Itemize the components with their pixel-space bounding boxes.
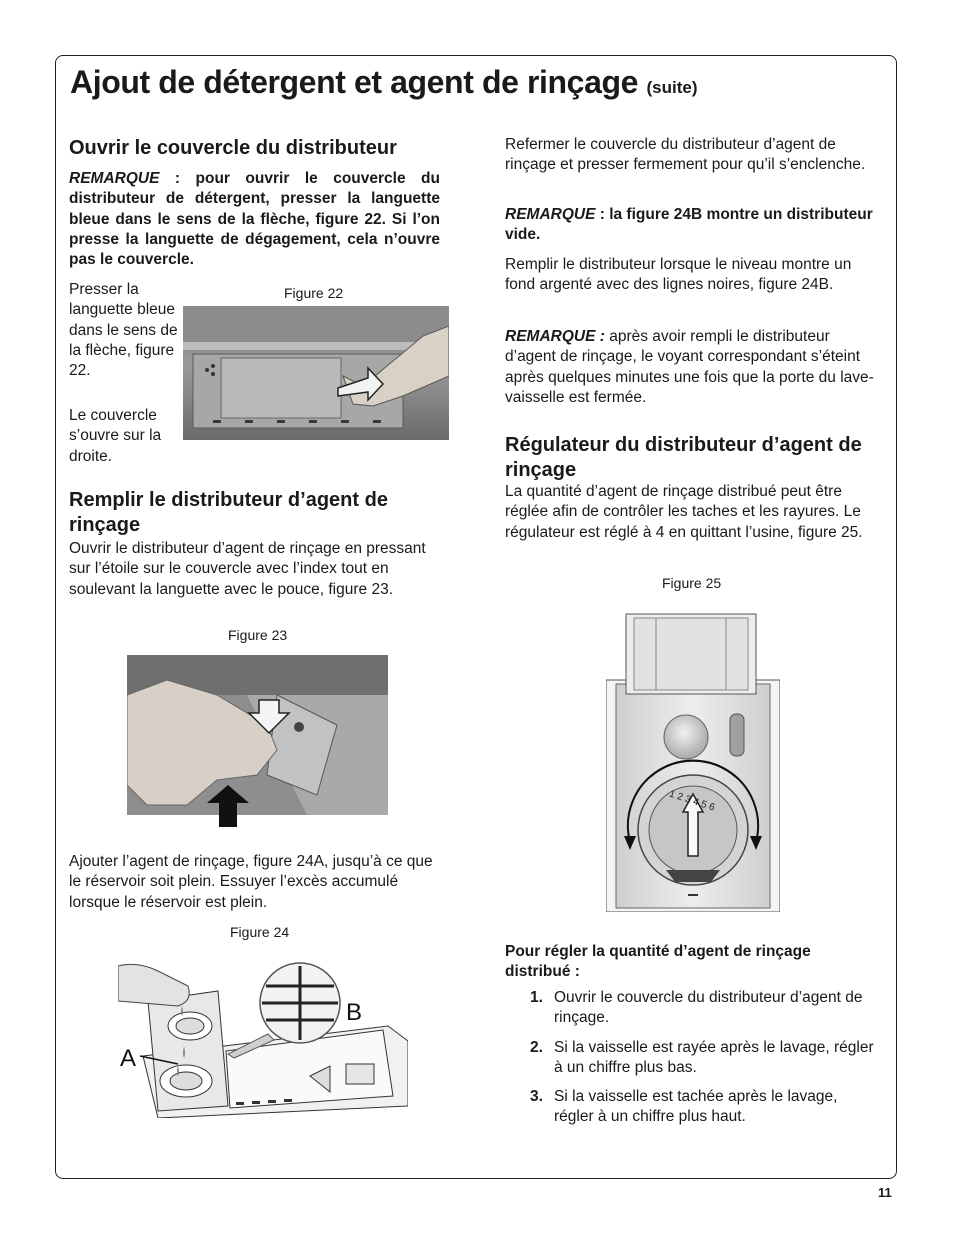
- press-instruction: Presser la languette bleue dans le sens de la flèche, figure 22.: [69, 281, 178, 380]
- note-open-lid: [69, 169, 440, 270]
- figure-24-label-a: A: [120, 1045, 137, 1072]
- figure-24-illustration: [118, 946, 408, 1118]
- regulator-heading: Régulateur du distributeur d’agent de rinçage: [505, 434, 862, 481]
- page-number: 11: [878, 1185, 892, 1200]
- note-text: après avoir rempli le distributeur d’agent de rinçage, le voyant correspondant s’éteint après quelques minutes une fois que la porte du lave-vaisselle est fermée.: [505, 328, 874, 406]
- note-label: REMARQUE: [69, 170, 160, 187]
- add-rinse-aid-text: Ajouter l’agent de rinçage, figure 24A, jusqu’à ce que le réservoir soit plein. Essuyer l’excès accumulé lorsque le réservoir est plein.: [69, 853, 433, 911]
- list-item: [530, 1038, 880, 1079]
- title-text: Ajout de détergent et agent de rinçage: [70, 64, 639, 100]
- adjust-steps-list: [530, 988, 880, 1137]
- lid-opens-text: Le couvercle s’ouvre sur la droite.: [69, 407, 162, 465]
- dial-numbers: 1 2 3 4 5 6: [667, 788, 717, 814]
- figure-24-caption: Figure 24: [230, 924, 290, 940]
- list-item: [530, 1087, 880, 1128]
- adjust-heading: Pour régler la quantité d’agent de rinçage distribué :: [505, 943, 811, 981]
- close-lid-text: Refermer le couvercle du distributeur d’agent de rinçage et presser fermement pour qu’il s’enclenche.: [505, 136, 866, 174]
- note-text: : la figure 24B montre un distributeur vide.: [505, 206, 873, 244]
- step-number: 2.: [530, 1038, 543, 1056]
- open-lid-heading: Ouvrir le couvercle du distributeur: [69, 137, 397, 159]
- fill-dispenser-text: Ouvrir le distributeur d’agent de rinçage en pressant sur l’étoile sur le couvercle avec l’index tout en soulevant la languette avec le pouce, figure 23.: [69, 540, 426, 598]
- note-empty-dispenser: [505, 205, 880, 246]
- figure-23-caption: Figure 23: [228, 627, 288, 643]
- figure-22-photo: [183, 306, 449, 440]
- refill-text: Remplir le distributeur lorsque le niveau montre un fond argenté avec des lignes noires, figure 24B.: [505, 256, 852, 294]
- list-item: [530, 988, 880, 1029]
- step-number: 3.: [530, 1088, 543, 1106]
- note-text: : pour ouvrir le couvercle du distributeur de détergent, presser la languette bleue dans le sens de la flèche, figure 22. Si l’on presse la languette de dégagement, cela n’ouvre pas le couvercle.: [69, 170, 440, 269]
- figure-23-photo: [127, 655, 388, 827]
- regulator-text: La quantité d’agent de rinçage distribué peut être réglée afin de contrôler les taches et les rayures. Le régulateur est réglé à 4 en quittant l’usine, figure 25.: [505, 483, 863, 541]
- figure-25-caption: Figure 25: [662, 575, 722, 591]
- figure-24-label-b: B: [346, 999, 363, 1026]
- step-number: 1.: [530, 989, 543, 1006]
- step-text: Ouvrir le couvercle du distributeur d’agent de rinçage.: [554, 989, 863, 1027]
- step-text: Si la vaisselle est rayée après le lavage, régler à un chiffre plus bas.: [554, 1038, 874, 1076]
- page-title: [70, 64, 698, 101]
- figure-25-illustration: [606, 612, 780, 912]
- figure-22-caption: Figure 22: [284, 285, 344, 301]
- note-label: REMARQUE :: [505, 328, 605, 345]
- step-text: Si la vaisselle est tachée après le lavage, régler à un chiffre plus haut.: [554, 1088, 838, 1126]
- note-indicator-light: [505, 327, 880, 408]
- title-suffix: (suite): [646, 78, 698, 97]
- note-label: REMARQUE: [505, 206, 596, 223]
- fill-dispenser-heading: Remplir le distributeur d’agent de rinçage: [69, 489, 388, 536]
